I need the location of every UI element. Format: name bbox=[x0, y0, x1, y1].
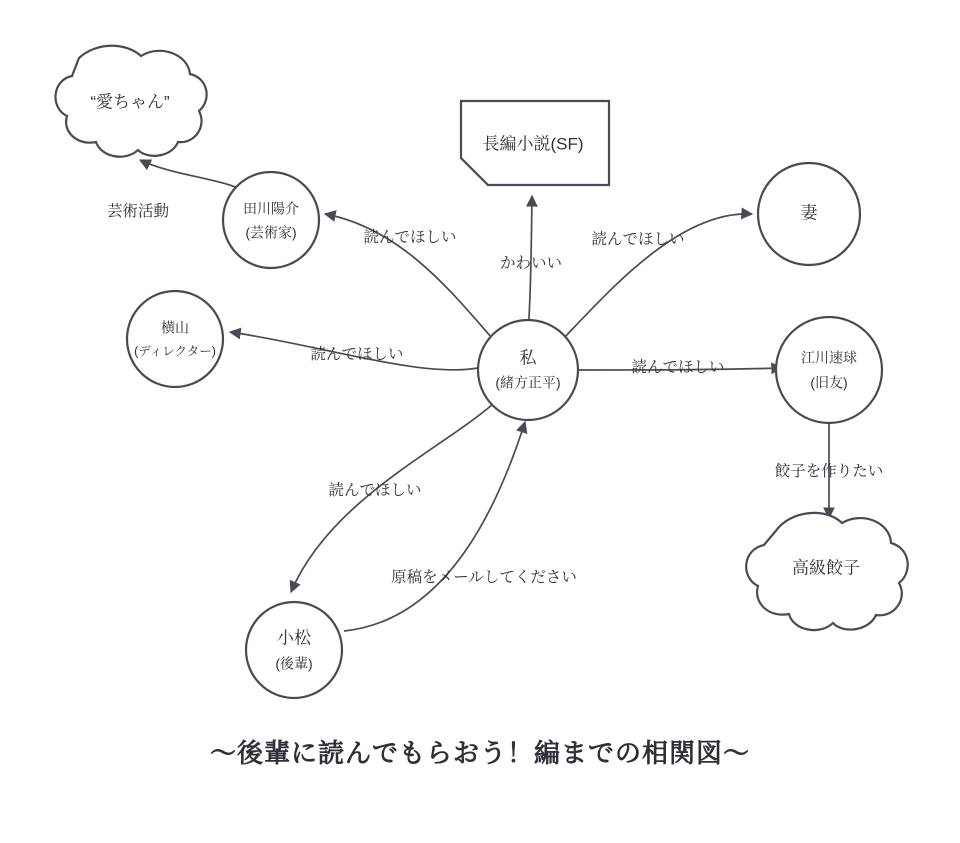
edge-label-egawa-gyoza: 餃子を作りたい bbox=[774, 463, 884, 481]
node-novel[interactable] bbox=[461, 101, 609, 185]
edge-label-me-tagawa: 読んでほしい bbox=[363, 229, 457, 247]
node-label-me-name: 私 bbox=[519, 348, 537, 368]
node-label-ai-chan: “愛ちゃん” bbox=[90, 92, 170, 112]
node-yokoyama[interactable] bbox=[127, 291, 223, 387]
edge-label-me-egawa: 読んでほしい bbox=[631, 359, 725, 377]
edge-label-me-novel: かわいい bbox=[499, 255, 563, 273]
node-gyoza[interactable] bbox=[746, 513, 908, 630]
node-komatsu[interactable] bbox=[246, 602, 342, 698]
edge-me-to-wife bbox=[562, 214, 752, 340]
edge-egawa-to-gyoza bbox=[775, 424, 884, 518]
node-tagawa[interactable] bbox=[223, 172, 319, 268]
node-ai-chan[interactable] bbox=[56, 46, 207, 157]
edge-label-me-wife: 読んでほしい bbox=[591, 231, 685, 249]
edge-label-komatsu-me: 原稿をメールしてください bbox=[391, 569, 577, 587]
node-label-yokoyama-role: (ディレクター) bbox=[134, 344, 216, 359]
edge-label-me-komatsu: 読んでほしい bbox=[328, 482, 422, 500]
edge-me-to-komatsu bbox=[291, 404, 493, 592]
diagram-title: 〜後輩に読んでもらおう！編までの相関図〜 bbox=[209, 737, 751, 768]
node-label-yokoyama-name: 横山 bbox=[161, 319, 189, 336]
node-label-wife: 妻 bbox=[800, 203, 818, 223]
node-egawa[interactable] bbox=[776, 317, 882, 423]
node-label-komatsu-role: (後輩) bbox=[275, 655, 313, 672]
node-label-tagawa-role: (芸術家) bbox=[245, 224, 297, 241]
edge-me-to-yokoyama bbox=[230, 332, 478, 370]
edge-me-to-novel bbox=[500, 196, 562, 334]
node-wife[interactable] bbox=[758, 163, 860, 265]
node-label-tagawa-name: 田川陽介 bbox=[243, 200, 299, 217]
node-me[interactable] bbox=[478, 320, 578, 420]
node-label-novel: 長編小説(SF) bbox=[482, 134, 584, 154]
node-label-komatsu-name: 小松 bbox=[277, 628, 311, 648]
edge-komatsu-to-me bbox=[344, 422, 577, 631]
node-label-me-realname: (緒方正平) bbox=[495, 374, 561, 391]
node-label-gyoza: 高級餃子 bbox=[792, 558, 860, 578]
edge-label-me-yokoyama: 読んでほしい bbox=[310, 346, 404, 364]
edge-me-to-tagawa bbox=[325, 214, 492, 338]
node-label-egawa-role: (旧友) bbox=[810, 374, 848, 391]
edge-me-to-egawa bbox=[577, 358, 782, 376]
node-label-egawa-name: 江川速球 bbox=[801, 349, 857, 366]
edge-label-tagawa-ai: 芸術活動 bbox=[106, 203, 170, 221]
